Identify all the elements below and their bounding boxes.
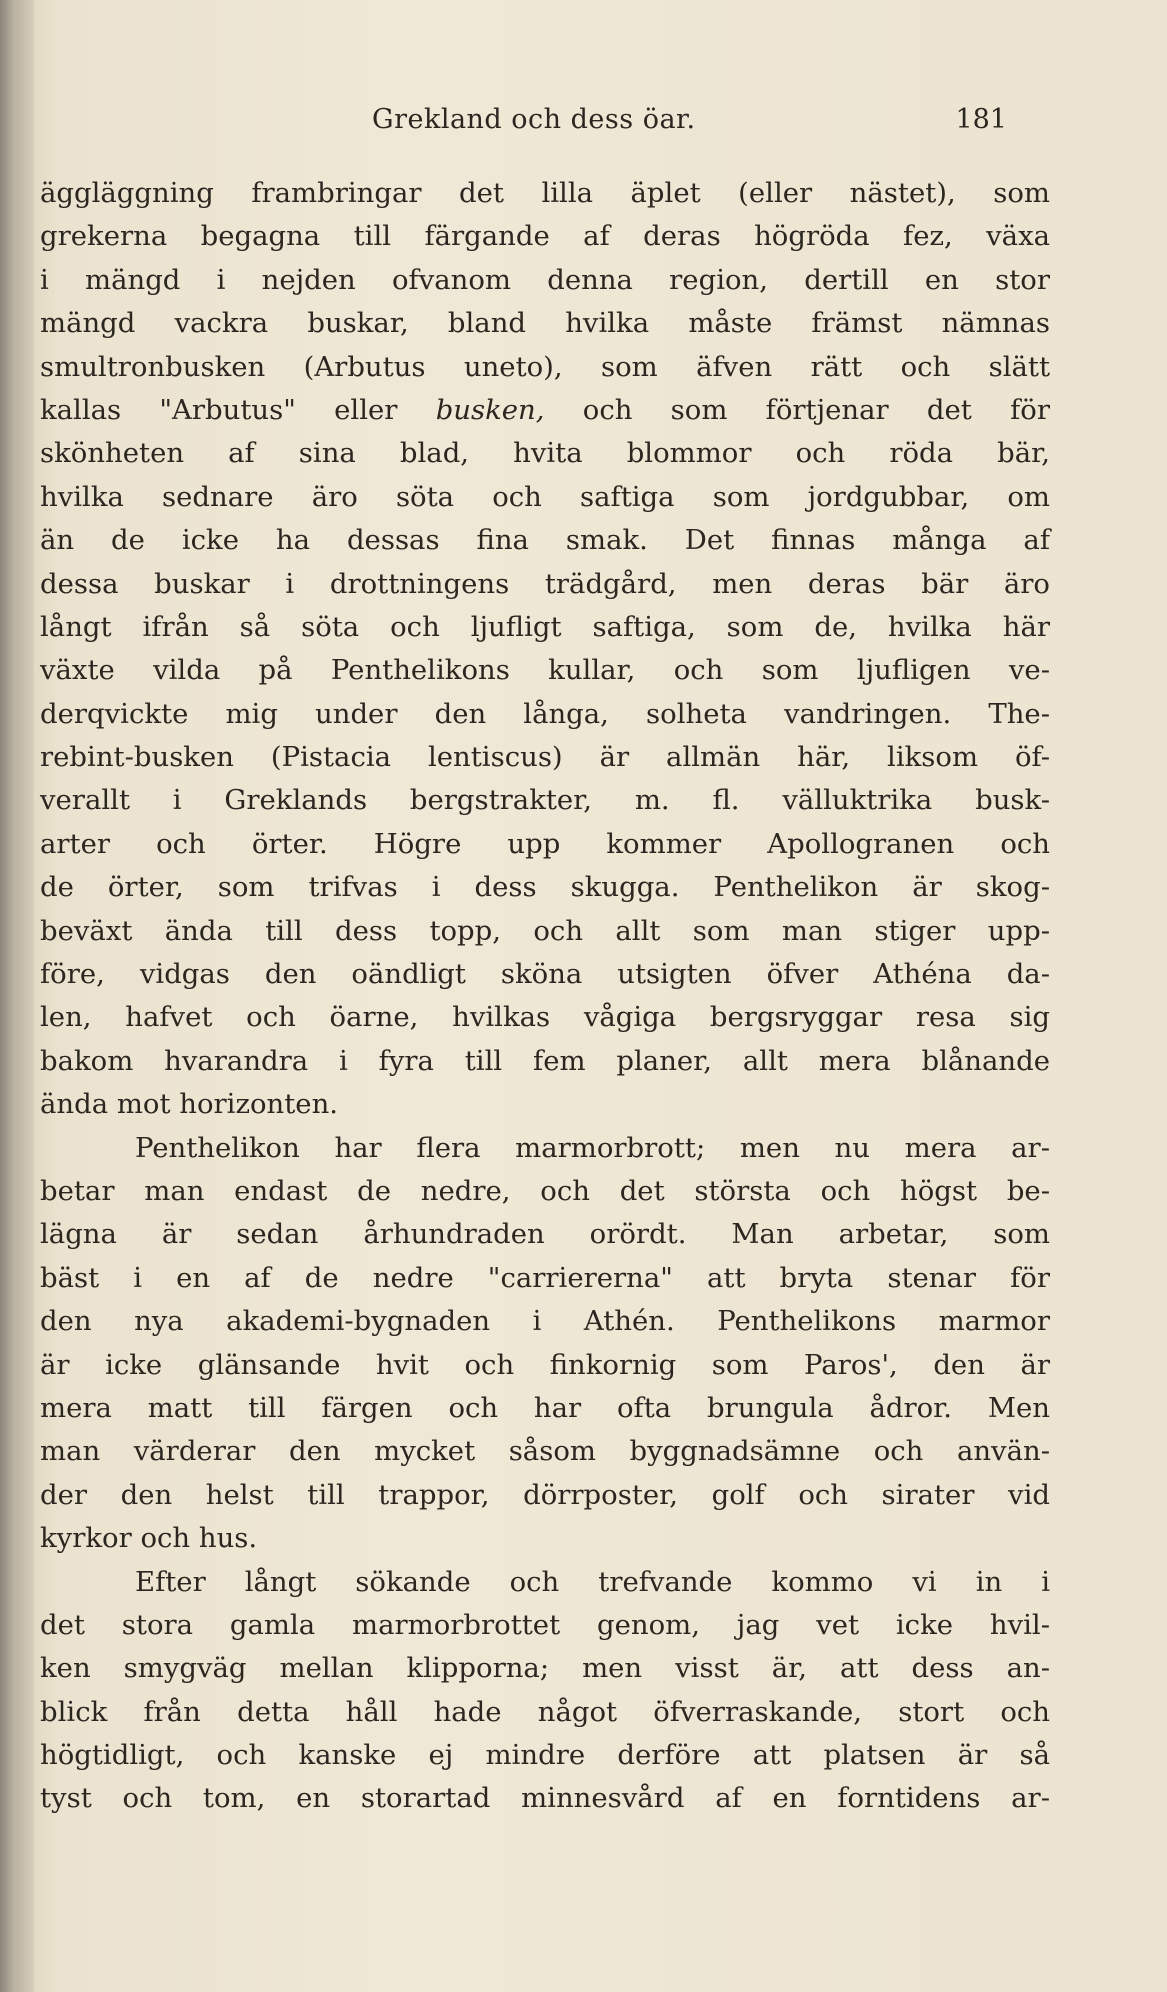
text-segment: kallas "Arbutus" eller — [40, 393, 398, 426]
text-line: smultronbusken (Arbutus uneto), som äfven rätt och slätt — [40, 350, 1050, 383]
text-line: växte vilda på Penthelikons kullar, och som ljufligen ve- — [40, 654, 1050, 687]
text-line: arter och örter. Högre upp kommer Apollogranen och — [40, 827, 1050, 860]
paragraph-end-line: kyrkor och hus. — [40, 1522, 258, 1555]
text-line: före, vidgas den oändligt sköna utsigten öfver Athéna da- — [40, 958, 1050, 991]
text-line: skönheten af sina blad, hvita blommor och röda bär, — [40, 437, 1050, 470]
text-line: mera matt till färgen och har ofta brungula ådror. Men — [40, 1391, 1050, 1424]
text-line: än de icke ha dessas fina smak. Det finnas många af — [40, 524, 1050, 557]
text-line: det stora gamla marmorbrottet genom, jag vet icke hvil- — [40, 1608, 1050, 1641]
page-number: 181 — [955, 104, 1007, 135]
text-line: derqvickte mig under den långa, solheta vandringen. The- — [40, 697, 1050, 730]
italic-word: busken, — [435, 393, 545, 426]
body-text — [40, 172, 1050, 1821]
text-line: i mängd i nejden ofvanom denna region, dertill en stor — [40, 263, 1050, 296]
text-line: verallt i Greklands bergstrakter, m. fl. välluktrika busk- — [40, 784, 1050, 817]
text-line: man värderar den mycket såsom byggnadsämne och använ- — [40, 1435, 1050, 1468]
text-line: äggläggning frambringar det lilla äplet (eller nästet), som — [40, 177, 1050, 209]
running-title: Grekland och dess öar. — [372, 104, 696, 135]
text-line: betar man endast de nedre, och det största och högst be- — [40, 1174, 1050, 1207]
text-line: blick från detta håll hade något öfverraskande, stort och — [40, 1695, 1050, 1728]
paragraph-end-line: ända mot horizonten. — [40, 1088, 339, 1121]
text-line: len, hafvet och öarne, hvilkas vågiga bergsryggar resa sig — [40, 1001, 1050, 1034]
text-line: bakom hvarandra i fyra till fem planer, allt mera blånande — [40, 1044, 1050, 1077]
text-line-with-italic — [40, 389, 1050, 432]
text-line: dessa buskar i drottningens trädgård, men deras bär äro — [40, 567, 1050, 600]
text-line: lägna är sedan århundraden orördt. Man arbetar, som — [40, 1218, 1050, 1251]
text-line: grekerna begagna till färgande af deras högröda fez, växa — [40, 220, 1050, 253]
paragraph-start-line: Penthelikon har flera marmorbrott; men nu mera ar- — [135, 1131, 1050, 1164]
text-line: bäst i en af de nedre "carriererna" att bryta stenar för — [40, 1261, 1050, 1294]
text-line: ken smygväg mellan klipporna; men visst är, att dess an- — [40, 1652, 1050, 1685]
paragraph-start-line: Efter långt sökande och trefvande kommo vi in i — [135, 1565, 1050, 1598]
text-line: högtidligt, och kanske ej mindre derföre att platsen är så — [40, 1739, 1050, 1772]
text-line: rebint-busken (Pistacia lentiscus) är allmän här, liksom öf- — [40, 741, 1050, 774]
text-line: den nya akademi-bygnaden i Athén. Penthelikons marmor — [40, 1305, 1050, 1338]
text-line: är icke glänsande hvit och finkornig som Paros', den är — [40, 1348, 1050, 1381]
text-line: mängd vackra buskar, bland hvilka måste främst nämnas — [40, 307, 1050, 340]
text-segment: och som förtjenar det för — [582, 393, 1050, 426]
book-spine-edge — [0, 0, 34, 1992]
text-line: de örter, som trifvas i dess skugga. Penthelikon är skog- — [40, 871, 1050, 904]
page-header — [372, 98, 1007, 142]
text-line: der den helst till trappor, dörrposter, golf och sirater vid — [40, 1478, 1050, 1511]
text-line: hvilka sednare äro söta och saftiga som jordgubbar, om — [40, 480, 1050, 513]
text-line: beväxt ända till dess topp, och allt som man stiger upp- — [40, 914, 1050, 947]
text-line: långt ifrån så söta och ljufligt saftiga, som de, hvilka här — [40, 610, 1050, 643]
text-line: tyst och tom, en storartad minnesvård af en forntidens ar- — [40, 1782, 1050, 1815]
